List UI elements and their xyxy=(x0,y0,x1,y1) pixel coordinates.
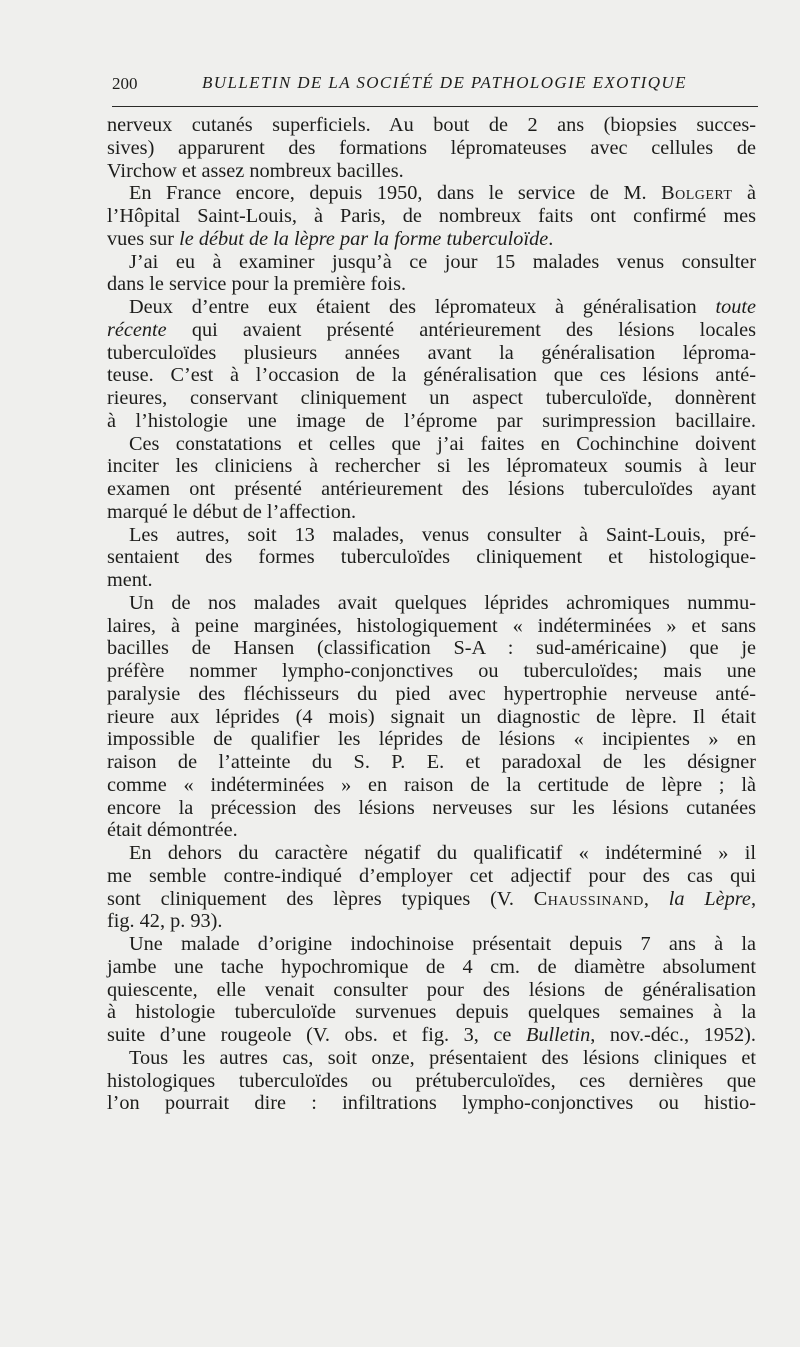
text-segment: vues sur xyxy=(107,227,180,250)
italic-text: la Lèpre xyxy=(668,887,751,910)
text-segment: Ces constatations et celles que j’ai faites en Cochinchine doivent xyxy=(129,432,756,455)
text-segment: En dehors du caractère négatif du qualificatif « indéterminé » il xyxy=(129,842,756,864)
text-line xyxy=(107,342,756,365)
text-segment: Une malade d’origine indochinoise présentait depuis 7 ans à la xyxy=(129,933,756,955)
text-segment: dans le service pour la première fois. xyxy=(107,273,407,296)
text-line xyxy=(107,615,756,638)
text-line xyxy=(107,114,756,137)
text-line xyxy=(107,706,756,729)
text-line xyxy=(107,501,756,524)
text-line xyxy=(107,160,756,183)
text-segment: l’Hôpital Saint-Louis, à Paris, de nombreux faits ont confirmé mes xyxy=(107,205,756,227)
text-line xyxy=(107,228,756,251)
text-segment: Virchow et assez nombreux bacilles. xyxy=(107,159,404,182)
text-line xyxy=(107,888,756,911)
page-header xyxy=(112,70,758,107)
italic-text: le début de la lèpre par la forme tuberculoïde xyxy=(179,227,549,250)
text-line xyxy=(107,410,756,433)
text-segment: l’on pourrait dire : infiltrations lympho-conjonctives ou histio- xyxy=(107,1092,756,1115)
text-segment: sives) apparurent des formations lépromateuses avec cellules de xyxy=(107,136,756,159)
text-segment: Les autres, soit 13 malades, venus consulter à Saint-Louis, pré- xyxy=(129,523,756,546)
text-segment: nerveux cutanés superficiels. Au bout de 2 ans (biopsies succes- xyxy=(107,114,756,136)
text-line xyxy=(107,592,756,615)
text-segment: préfère nommer lympho-conjonctives ou tuberculoïdes; mais une xyxy=(107,660,756,682)
text-segment: histologiques tuberculoïdes ou prétuberculoïdes, ces dernières que xyxy=(107,1069,756,1092)
text-segment: En France encore, depuis 1950, dans le service de M. xyxy=(129,182,662,205)
text-line xyxy=(107,182,756,205)
text-segment: rieures, conservant cliniquement un aspect tuberculoïde, donnèrent xyxy=(107,387,756,409)
text-segment: qui avaient présenté antérieurement des lésions locales xyxy=(166,318,756,341)
text-line xyxy=(107,933,756,956)
text-segment: tuberculoïdes plusieurs années avant la généralisation léproma- xyxy=(107,341,756,364)
text-segment: était démontrée. xyxy=(107,819,238,842)
body-text xyxy=(107,114,756,1115)
text-line xyxy=(107,569,756,592)
text-segment: suite d’une rougeole (V. obs. et fig. 3, ce xyxy=(107,1024,526,1046)
text-segment: ment. xyxy=(107,569,153,591)
text-segment: marqué le début de l’affection. xyxy=(107,500,357,523)
text-line xyxy=(107,455,756,478)
text-line xyxy=(107,751,756,774)
text-line xyxy=(107,546,756,569)
author-name: Bolgert xyxy=(661,182,733,205)
text-line xyxy=(107,683,756,706)
text-line xyxy=(107,637,756,660)
page-number: 200 xyxy=(112,74,138,93)
text-segment: bacilles de Hansen (classification S-A : sud-américaine) que je xyxy=(107,637,756,660)
text-line xyxy=(107,387,756,410)
text-segment: sont cliniquement des lèpres typiques (V. xyxy=(107,887,534,910)
text-line xyxy=(107,364,756,387)
text-segment: me semble contre-indiqué d’employer cet adjectif pour des cas qui xyxy=(107,864,756,887)
text-segment: Un de nos malades avait quelques léprides achromiques nummu- xyxy=(129,591,756,614)
text-line xyxy=(107,251,756,274)
text-segment: à histologie tuberculoïde survenues depuis quelques semaines à la xyxy=(107,1001,756,1024)
text-segment: à l’histologie une image de l’éprome par surimpression bacillaire. xyxy=(107,409,756,432)
text-segment: J’ai eu à examiner jusqu’à ce jour 15 malades venus consulter xyxy=(129,250,756,273)
text-segment: impossible de qualifier les léprides de lésions « incipientes » en xyxy=(107,728,756,751)
italic-text: Bulletin xyxy=(526,1024,591,1046)
text-line xyxy=(107,819,756,842)
text-line xyxy=(107,273,756,296)
text-segment: à xyxy=(732,182,757,205)
text-line xyxy=(107,478,756,501)
text-segment: , xyxy=(643,887,669,910)
text-segment: examen ont présenté antérieurement des lésions tuberculoïdes ayant xyxy=(107,478,756,500)
text-line xyxy=(107,910,756,933)
text-segment: , nov.-déc., 1952). xyxy=(590,1024,757,1046)
text-line xyxy=(107,797,756,820)
text-line xyxy=(107,1070,756,1093)
text-line xyxy=(107,660,756,683)
text-segment: raison de l’atteinte du S. P. E. et paradoxal de les désigner xyxy=(107,751,756,773)
text-line xyxy=(107,137,756,160)
text-line xyxy=(107,728,756,751)
text-line xyxy=(107,842,756,865)
italic-text: toute xyxy=(715,296,756,318)
text-line xyxy=(107,979,756,1002)
text-segment: Tous les autres cas, soit onze, présentaient des lésions cliniques et xyxy=(129,1046,756,1069)
text-segment: . xyxy=(548,227,554,250)
text-line xyxy=(107,1092,756,1115)
text-line xyxy=(107,1001,756,1024)
text-line xyxy=(107,433,756,456)
text-line xyxy=(107,956,756,979)
running-title: BULLETIN DE LA SOCIÉTÉ DE PATHOLOGIE EXOTIQUE xyxy=(202,73,687,92)
text-segment: fig. 42, p. 93). xyxy=(107,910,223,933)
text-segment: paralysie des fléchisseurs du pied avec hypertrophie nerveuse anté- xyxy=(107,682,756,705)
text-segment: laires, à peine marginées, histologiquement « indéterminées » et sans xyxy=(107,614,756,637)
text-segment: sentaient des formes tuberculoïdes cliniquement et histologique- xyxy=(107,546,756,569)
author-name: Chaussinand xyxy=(533,887,644,910)
text-line xyxy=(107,1047,756,1070)
text-line xyxy=(107,1024,756,1047)
text-segment: quiescente, elle venait consulter pour des lésions de généralisation xyxy=(107,978,756,1001)
text-line xyxy=(107,319,756,342)
text-segment: encore la précession des lésions nerveuses sur les lésions cutanées xyxy=(107,796,756,819)
text-segment: Deux d’entre eux étaient des lépromateux à généralisation xyxy=(129,296,716,318)
text-line xyxy=(107,774,756,797)
italic-text: récente xyxy=(107,318,167,341)
text-segment: teuse. C’est à l’occasion de la généralisation que ces lésions anté- xyxy=(107,364,756,387)
text-line xyxy=(107,296,756,319)
text-segment: inciter les cliniciens à rechercher si les lépromateux soumis à leur xyxy=(107,455,756,478)
text-segment: rieure aux léprides (4 mois) signait un diagnostic de lèpre. Il était xyxy=(107,705,756,728)
text-segment: , xyxy=(750,887,757,910)
text-line xyxy=(107,205,756,228)
text-line xyxy=(107,865,756,888)
text-line xyxy=(107,524,756,547)
text-segment: comme « indéterminées » en raison de la certitude de lèpre ; là xyxy=(107,773,756,796)
text-segment: jambe une tache hypochromique de 4 cm. de diamètre absolument xyxy=(107,955,756,978)
